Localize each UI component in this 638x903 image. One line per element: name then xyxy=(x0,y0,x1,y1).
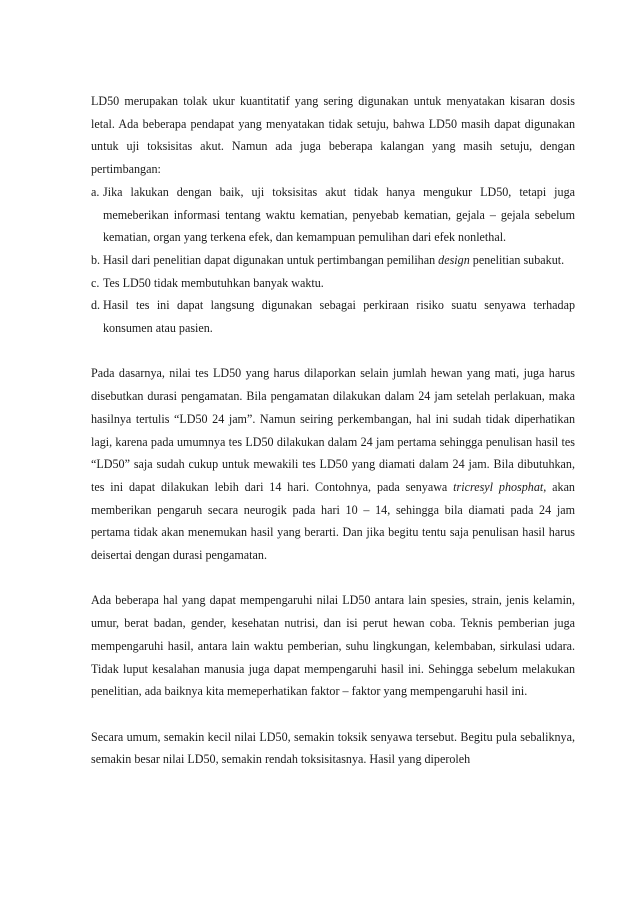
list-item-text: Tes LD50 tidak membutuhkan banyak waktu. xyxy=(103,275,324,290)
list-item-text: Hasil tes ini dapat langsung digunakan sebagai perkiraan risiko suatu senyawa terhadap konsumen atau pasien. xyxy=(103,298,575,336)
list-item xyxy=(91,294,575,339)
list-marker: d. xyxy=(91,298,101,313)
italic-term: tricresyl phosphat xyxy=(453,479,544,494)
document-page xyxy=(91,90,575,771)
paragraph-text-part: , akan memberikan pengaruh secara neurogik pada hari 10 – 14, sehingga bila diamati pada 24 jam pertama tidak akan menemukan hasil yang berarti. Dan jika begitu tentu saja penulisan hasil harus deisertai dengan durasi pengamatan. xyxy=(91,479,575,563)
paragraph-ld50-intro: LD50 merupakan tolak ukur kuantitatif yang sering digunakan untuk menyatakan kisaran dosis letal. Ada beberapa pendapat yang menyatakan tidak setuju, bahwa LD50 masih dapat digunakan untuk uji toksisitas akut. Namun ada juga beberapa kalangan yang masih setuju, dengan pertimbangan: xyxy=(91,94,575,177)
paragraph-text-part: Pada dasarnya, nilai tes LD50 yang harus dilaporkan selain jumlah hewan yang mati, juga harus disebutkan durasi pengamatan. Bila pengamatan dilakukan dalam 24 jam setelah perlakuan, maka hasilnya tertulis “LD50 24 jam”. Namun seiring perkembangan, hal ini sudah tidak diperhatikan lagi, karena pada umumnya tes LD50 dilakukan dalam 24 jam pertama sehingga penulisan hasil tes “LD50” saja sudah cukup untuk mewakili tes LD50 yang diamati dalam 24 jam. Bila dibutuhkan, tes ini dapat dilakukan lebih dari 14 hari. Contohnya, pada senyawa xyxy=(91,366,575,494)
paragraph-factors: Ada beberapa hal yang dapat mempengaruhi nilai LD50 antara lain spesies, strain, jenis kelamin, umur, berat badan, gender, kesehatan nutrisi, dan isi perut hewan coba. Teknis pemberian juga mempengaruhi hasil, antara lain waktu pemberian, suhu lingkungan, kelembaban, sirkulasi udara. Tidak luput kesalahan manusia juga dapat mempengaruhi hasil ini. Sehingga sebelum melakukan penelitian, ada baiknya kita memeperhatikan faktor – faktor yang mempengaruhi hasil ini. xyxy=(91,593,575,699)
list-item xyxy=(91,272,575,295)
paragraph-toxicity: Secara umum, semakin kecil nilai LD50, semakin toksik senyawa tersebut. Begitu pula sebaliknya, semakin besar nilai LD50, semakin rendah toksisitasnya. Hasil yang diperoleh xyxy=(91,729,575,767)
list-item-text: Jika lakukan dengan baik, uji toksisitas akut tidak hanya mengukur LD50, tetapi juga memeberikan informasi tentang waktu kematian, penyebab kematian, gejala – gejala sebelum kematian, organ yang terkena efek, dan kemampuan pemulihan dari efek nonlethal. xyxy=(103,184,575,245)
italic-term: design xyxy=(438,252,470,267)
paragraph-gap xyxy=(91,340,575,363)
paragraph-duration xyxy=(91,362,575,566)
list-item-text-part: penelitian subakut. xyxy=(469,252,565,267)
list-item xyxy=(91,249,575,272)
list-item-text xyxy=(103,253,564,267)
list-marker: c. xyxy=(91,275,100,290)
list-marker: b. xyxy=(91,252,101,267)
list-marker: a. xyxy=(91,184,100,199)
list-item xyxy=(91,181,575,249)
list-item-text-part: Hasil dari penelitian dapat digunakan untuk pertimbangan pemilihan xyxy=(103,252,439,267)
paragraph-gap xyxy=(91,703,575,726)
considerations-list xyxy=(91,181,575,340)
paragraph-gap xyxy=(91,567,575,590)
